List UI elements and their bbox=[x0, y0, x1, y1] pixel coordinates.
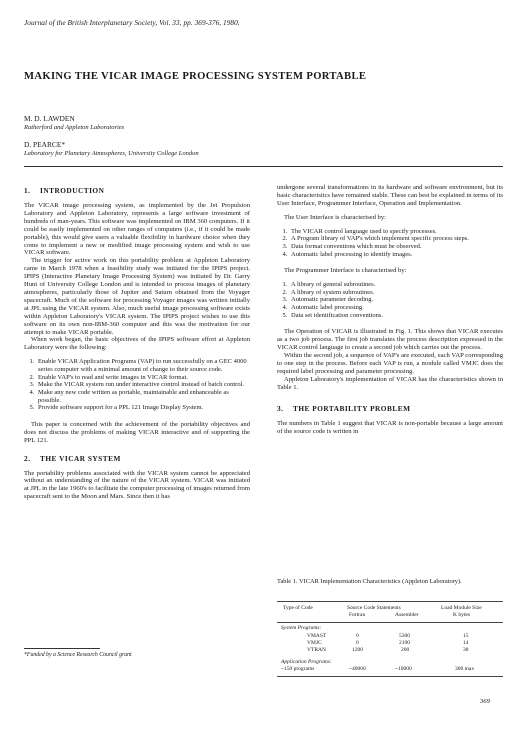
table-row-fortran: 1200 bbox=[352, 647, 363, 653]
list-item: 1. The VICAR control language used to specify processes. bbox=[289, 228, 503, 236]
section-2-paragraph-2: undergone several transformations in its hardware and software environment, but its basic characteristics have remained stable. These can best be explained in terms of its User Interface, Programmer Interface, Operation and Implementation. bbox=[277, 184, 503, 207]
author-name-1: M. D. LAWDEN bbox=[24, 114, 75, 123]
section-2-heading: 2. THE VICAR SYSTEM bbox=[24, 453, 121, 463]
section-1-paragraph-1: The VICAR image processing system, as implemented by the Jet Propulsion Laboratory and Appleton Laboratory, represents a large software investment of hundreds of man-years. This software was implemented on IBM 360 computers. If it could be easily implemented on other ranges of computers (i.e., if it could be made portable), this would give users a valuable flexibility in hardware choice when they come to implement a new or modified image processing system and wish to use VICAR software. bbox=[24, 202, 250, 257]
table-row-name: VMAST bbox=[307, 633, 327, 639]
list-item: 3. Data format conventions which must be observed. bbox=[289, 243, 503, 251]
list-item: 2. Enable VAP's to read and write images in VICAR format. bbox=[36, 374, 250, 382]
list-item: 4. Automatic label processing to identify images. bbox=[289, 251, 503, 259]
table-rule-header bbox=[277, 622, 503, 623]
table-caption: Table 1. VICAR Implementation Characteristics (Appleton Laboratory). bbox=[277, 578, 462, 585]
table-row-assembler: 5300 bbox=[399, 633, 410, 639]
section-1-paragraph-2: The trigger for active work on this portability problem at Appleton Laboratory came in March 1978 when a feasibility study was initiated for the IPIPS project. IPIPS (Interactive Planetary Image Processing System) was initiated by Dr. Garry Hunt of University College London and is intended to process images of planetary atmospheres, particularly those of Jupiter and Saturn obtained from the Voyager spacecraft. Much of the software for processing Voyager images was written initially at JPL using the VICAR system. Also, much useful image processing software exists within Appleton Laboratory's VICAR system. The IPIPS project wishes to use this software on its own non-IBM-360 computer and this was the motivation for our attempt to make VICAR portable. bbox=[24, 257, 250, 336]
header-rule bbox=[24, 166, 503, 167]
footnote: *Funded by a Science Research Council grant bbox=[24, 652, 132, 658]
section-3-paragraph-1: The numbers in Table 1 suggest that VICAR is non-portable because a large amount of the source code is written in bbox=[277, 419, 503, 435]
paper-title: MAKING THE VICAR IMAGE PROCESSING SYSTEM PORTABLE bbox=[24, 71, 367, 82]
section-3-heading: 3. THE PORTABILITY PROBLEM bbox=[277, 403, 411, 413]
list-item: 3. Automatic parameter decoding. bbox=[289, 296, 503, 304]
user-interface-lead: The User Interface is characterised by: bbox=[284, 213, 386, 221]
table-row-fortran: 0 bbox=[356, 640, 359, 646]
list-item: 1. Enable VICAR Application Programs (VAP) to run successfully on a GEC 4000 series computer with a minimal amount of change to their source code. bbox=[36, 358, 250, 373]
table-header-assembler: Assembler bbox=[395, 612, 419, 618]
table-group-application: Application Programs: bbox=[281, 659, 332, 665]
table-row-fortran: ~40000 bbox=[349, 666, 366, 672]
list-item: 3. Make the VICAR system run under interactive control instead of batch control. bbox=[36, 381, 250, 389]
table-row-name: ~150 programs bbox=[281, 666, 315, 672]
list-item: 5. Provide software support for a PPL 121 Image Display System. bbox=[36, 404, 250, 412]
list-item: 4. Make any new code written as portable, maintainable and enhanceable as possible. bbox=[36, 389, 250, 404]
table-row-size: 14 bbox=[463, 640, 469, 646]
table-row-assembler: 200 bbox=[401, 647, 410, 653]
section-2-paragraph-1: The portability problems associated with the VICAR system cannot be appreciated without an understanding of the nature of the VICAR system. VICAR was initiated at JPL in the late 1960's to facilitate the computer processing of images returned from spacecraft sent to the Moon and Mars. Since then it has bbox=[24, 469, 250, 501]
right-column bbox=[277, 184, 503, 436]
list-item: 2. A Program library of VAP's which implement specific process steps. bbox=[289, 235, 503, 243]
table-row-fortran: 0 bbox=[356, 633, 359, 639]
table-row-name: VMJC bbox=[307, 640, 322, 646]
table-row-size: 38 bbox=[463, 647, 469, 653]
table-group-system: System Programs: bbox=[281, 625, 322, 631]
table-row-assembler: ~10000 bbox=[395, 666, 412, 672]
journal-citation: Journal of the British Interplanetary Society, Vol. 33, pp. 369-376, 1980. bbox=[24, 18, 240, 27]
table-row-size: 300 max bbox=[455, 666, 475, 672]
objectives-list bbox=[24, 358, 250, 412]
table-header-fortran: Fortran bbox=[349, 612, 366, 618]
table-header-source: Source Code Statements bbox=[347, 605, 401, 611]
table-header-type: Type of Code bbox=[283, 605, 313, 611]
table-header-kbytes: K bytes bbox=[453, 612, 470, 618]
section-1-paragraph-4: This paper is concerned with the achievement of the portability objectives and does not discuss the problems of making VICAR interactive and of supporting the PPL 121. bbox=[24, 420, 250, 444]
table-row-assembler: 2100 bbox=[399, 640, 410, 646]
programmer-interface-lead: The Programmer Interface is characterised by: bbox=[284, 267, 407, 275]
list-item: 1. A library of general subroutines. bbox=[289, 281, 503, 289]
footnote-rule bbox=[24, 648, 100, 649]
author-affiliation-1: Rutherford and Appleton Laboratories bbox=[24, 124, 125, 131]
table-rule-bottom bbox=[277, 676, 503, 677]
author-affiliation-2: Laboratory for Planetary Atmospheres, University College London bbox=[24, 150, 199, 157]
list-item: 4. Automatic label processing. bbox=[289, 304, 503, 312]
section-2-paragraph-5: Appleton Laboratory's implementation of VICAR has the characteristics shown in Table 1. bbox=[277, 375, 503, 391]
left-column bbox=[24, 186, 250, 501]
table-rule-top bbox=[277, 601, 503, 602]
table-row-name: VTRAN bbox=[307, 647, 326, 653]
section-1-paragraph-3: When work began, the basic objectives of the IPIPS software effort at Appleton Laboratory were the following: bbox=[24, 336, 250, 352]
section-2-paragraph-3: The Operation of VICAR is illustrated in Fig. 1. This shows that VICAR executes as a two job process. The first job translates the process description expressed in the VICAR control language to create a second job which carries out the process. bbox=[277, 328, 503, 352]
list-item: 2. A library of system subroutines. bbox=[289, 289, 503, 297]
user-interface-list bbox=[277, 228, 503, 259]
table-header-load: Load Module Size bbox=[441, 605, 482, 611]
page-number: 369 bbox=[480, 698, 490, 705]
author-name-2: D. PEARCE* bbox=[24, 140, 66, 149]
table-row-size: 15 bbox=[463, 633, 469, 639]
list-item: 5. Data set identification conventions. bbox=[289, 312, 503, 320]
section-2-paragraph-4: Within the second job, a sequence of VAP's are executed, each VAP corresponding to one step in the process. Before each VAP is run, a module called VMJC does the required label processing and parameter processing. bbox=[277, 352, 503, 375]
section-1-heading: 1. INTRODUCTION bbox=[24, 186, 105, 195]
programmer-interface-list bbox=[277, 281, 503, 319]
